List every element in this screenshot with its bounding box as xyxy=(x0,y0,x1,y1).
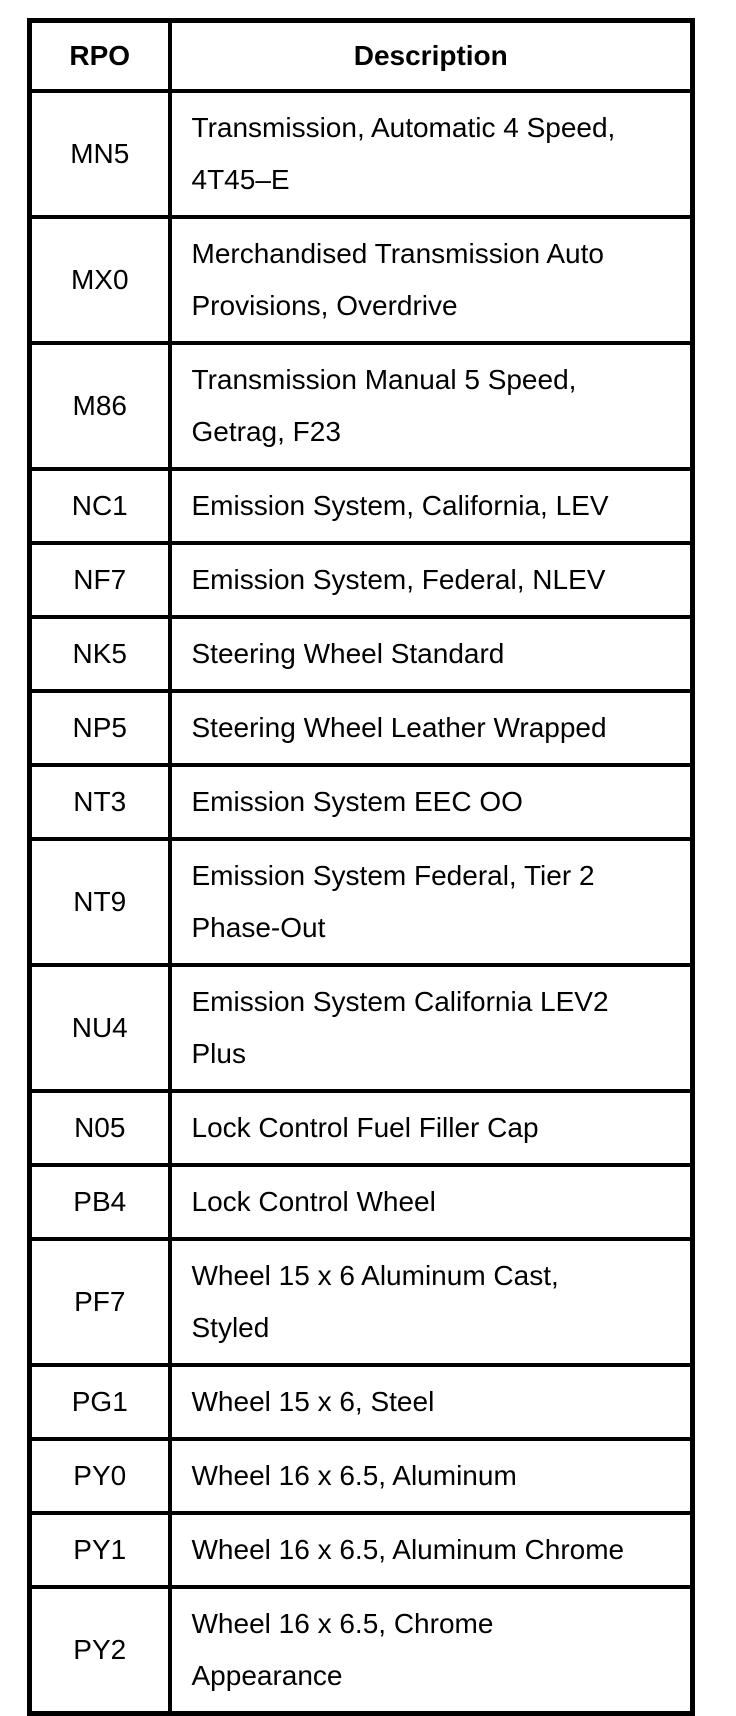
rpo-code-cell: NP5 xyxy=(30,691,170,765)
rpo-column-header: RPO xyxy=(30,21,170,92)
table-row xyxy=(30,765,693,839)
description-cell: Emission System Federal, Tier 2 Phase-Out xyxy=(170,839,693,965)
rpo-code-cell: NF7 xyxy=(30,543,170,617)
description-cell: Wheel 16 x 6.5, Aluminum Chrome xyxy=(170,1513,693,1587)
rpo-code-cell: MX0 xyxy=(30,217,170,343)
description-cell: Transmission Manual 5 Speed, Getrag, F23 xyxy=(170,343,693,469)
rpo-code-cell: NK5 xyxy=(30,617,170,691)
rpo-code-cell: NU4 xyxy=(30,965,170,1091)
rpo-code-cell: N05 xyxy=(30,1091,170,1165)
description-cell: Lock Control Wheel xyxy=(170,1165,693,1239)
description-cell: Emission System EEC OO xyxy=(170,765,693,839)
table-row xyxy=(30,543,693,617)
table-row xyxy=(30,1239,693,1365)
rpo-code-cell: PY2 xyxy=(30,1587,170,1714)
table-row xyxy=(30,1587,693,1714)
table-row xyxy=(30,1513,693,1587)
description-cell: Emission System, Federal, NLEV xyxy=(170,543,693,617)
rpo-code-cell: NT9 xyxy=(30,839,170,965)
table-row xyxy=(30,839,693,965)
table-row xyxy=(30,1165,693,1239)
table-row xyxy=(30,617,693,691)
table-row xyxy=(30,1439,693,1513)
header-row xyxy=(30,21,693,92)
table-row xyxy=(30,91,693,217)
description-cell: Emission System, California, LEV xyxy=(170,469,693,543)
rpo-code-cell: NC1 xyxy=(30,469,170,543)
rpo-code-cell: PB4 xyxy=(30,1165,170,1239)
table-row xyxy=(30,217,693,343)
description-cell: Wheel 15 x 6 Aluminum Cast, Styled xyxy=(170,1239,693,1365)
rpo-code-table xyxy=(27,18,695,1716)
description-cell: Wheel 16 x 6.5, Chrome Appearance xyxy=(170,1587,693,1714)
table-row xyxy=(30,1091,693,1165)
rpo-code-cell: PY1 xyxy=(30,1513,170,1587)
table-row xyxy=(30,343,693,469)
description-cell: Steering Wheel Standard xyxy=(170,617,693,691)
table-row xyxy=(30,965,693,1091)
description-cell: Lock Control Fuel Filler Cap xyxy=(170,1091,693,1165)
rpo-code-cell: PG1 xyxy=(30,1365,170,1439)
description-column-header: Description xyxy=(170,21,693,92)
description-cell: Wheel 16 x 6.5, Aluminum xyxy=(170,1439,693,1513)
rpo-code-cell: PF7 xyxy=(30,1239,170,1365)
rpo-code-cell: M86 xyxy=(30,343,170,469)
table-row xyxy=(30,691,693,765)
rpo-code-cell: PY0 xyxy=(30,1439,170,1513)
description-cell: Steering Wheel Leather Wrapped xyxy=(170,691,693,765)
description-cell: Transmission, Automatic 4 Speed, 4T45–E xyxy=(170,91,693,217)
rpo-code-cell: NT3 xyxy=(30,765,170,839)
rpo-code-cell: MN5 xyxy=(30,91,170,217)
description-cell: Wheel 15 x 6, Steel xyxy=(170,1365,693,1439)
table-row xyxy=(30,469,693,543)
description-cell: Merchandised Transmission Auto Provisions, Overdrive xyxy=(170,217,693,343)
table-row xyxy=(30,1365,693,1439)
description-cell: Emission System California LEV2 Plus xyxy=(170,965,693,1091)
